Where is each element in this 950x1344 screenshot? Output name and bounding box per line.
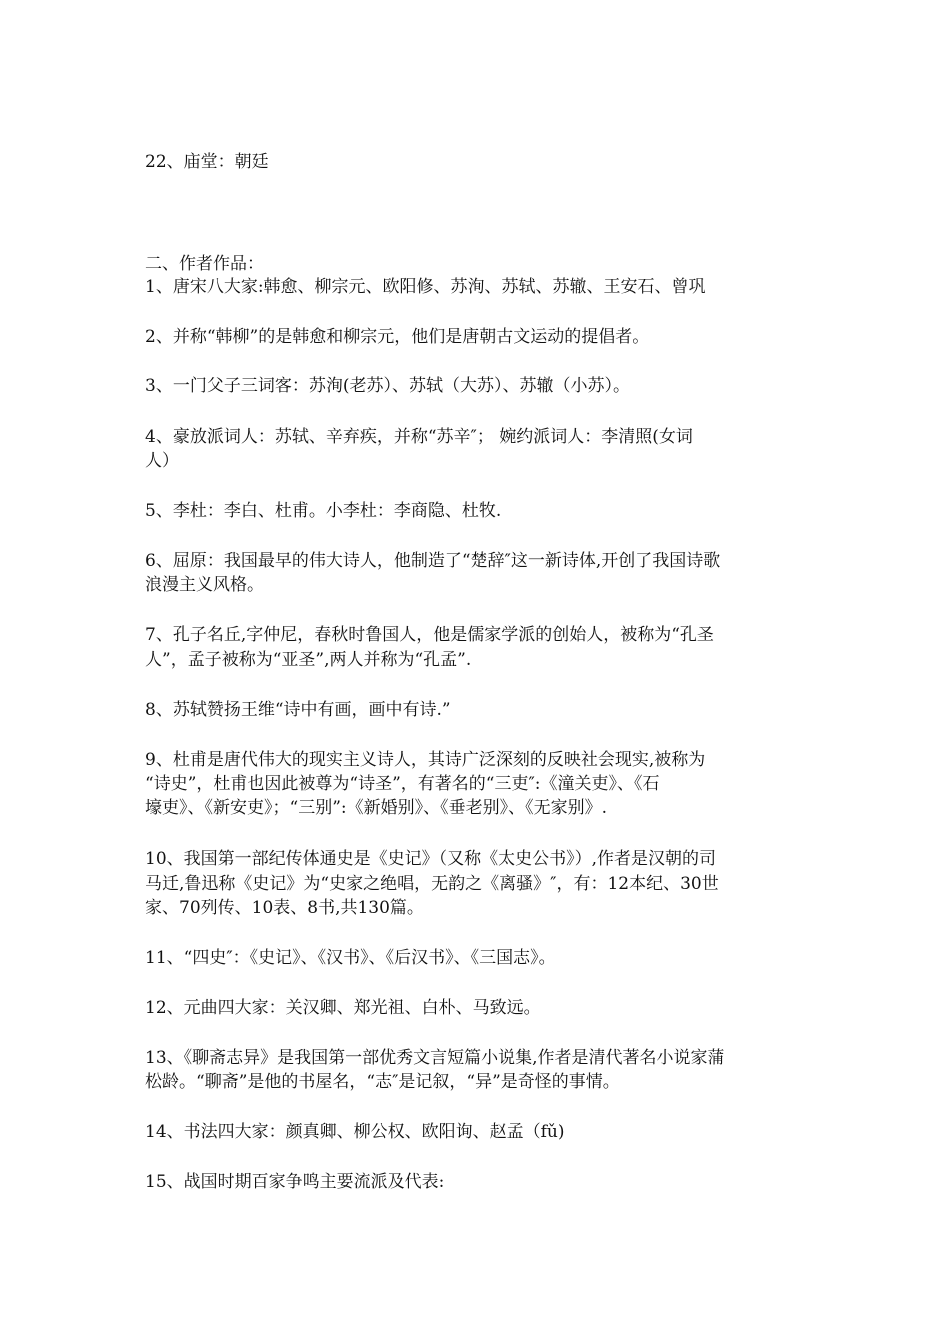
text-line: 2、并称“韩柳”的是韩愈和柳宗元，他们是唐朝古文运动的提倡者。 [145, 327, 650, 347]
text-line: 1、唐宋八大家:韩愈、柳宗元、欧阳修、苏洵、苏轼、苏辙、王安石、曾巩 [145, 277, 706, 297]
text-line: 家、70列传、10表、8书,共130篇。 [145, 898, 424, 918]
text-line: 14、书法四大家：颜真卿、柳公权、欧阳询、赵孟（fǔ) [145, 1122, 565, 1142]
text-line: 松龄。“聊斋”是他的书屋名，“志″是记叙，“异”是奇怪的事情。 [145, 1072, 620, 1092]
text-line: 人） [145, 451, 179, 471]
text-line: 马迁,鲁迅称《史记》为“史家之绝唱，无韵之《离骚》″，有：12本纪、30世 [145, 874, 719, 894]
text-line: 4、豪放派词人：苏轼、辛弃疾，并称“苏辛″； 婉约派词人：李清照(女词 [145, 427, 693, 447]
text-line: 22、庙堂：朝廷 [145, 152, 269, 172]
text-line: 12、元曲四大家：关汉卿、郑光祖、白朴、马致远。 [145, 998, 541, 1018]
text-line: 13、《聊斋志异》是我国第一部优秀文言短篇小说集,作者是清代著名小说家蒲 [145, 1048, 725, 1068]
text-line: 6、屈原：我国最早的伟大诗人，他制造了“楚辞″这一新诗体,开创了我国诗歌 [145, 551, 721, 571]
text-line: 人”，孟子被称为“亚圣”,两人并称为“孔孟”. [145, 650, 472, 670]
section-heading: 二、作者作品： [145, 254, 264, 274]
text-line: 3、一门父子三词客：苏洵(老苏）、苏轼（大苏）、苏辙（小苏）。 [145, 376, 630, 396]
text-line: “诗史”，杜甫也因此被尊为“诗圣”，有著名的“三吏″:《潼关吏》、《石 [145, 774, 660, 794]
text-line: 11、“四史″：《史记》、《汉书》、《后汉书》、《三国志》。 [145, 948, 556, 968]
text-line: 15、战国时期百家争鸣主要流派及代表: [145, 1172, 445, 1192]
text-line: 9、杜甫是唐代伟大的现实主义诗人，其诗广泛深刻的反映社会现实,被称为 [145, 750, 706, 770]
text-line: 10、我国第一部纪传体通史是《史记》（又称《太史公书》）,作者是汉朝的司 [145, 849, 717, 869]
text-line: 5、李杜：李白、杜甫。小李杜：李商隐、杜牧. [145, 501, 502, 521]
text-line: 浪漫主义风格。 [145, 575, 264, 595]
text-line: 7、孔子名丘,字仲尼，春秋时鲁国人，他是儒家学派的创始人，被称为“孔圣 [145, 625, 714, 645]
text-line: 8、苏轼赞扬王维“诗中有画，画中有诗.” [145, 700, 451, 720]
text-line: 壕吏》、《新安吏》；“三别”:《新婚别》、《垂老别》、《无家别》. [145, 798, 608, 818]
